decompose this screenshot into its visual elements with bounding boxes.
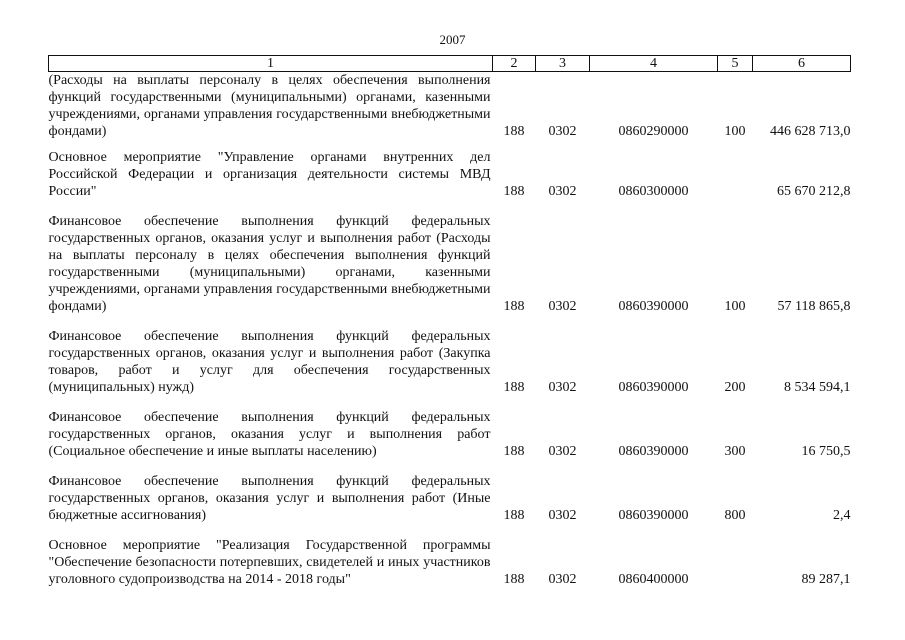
budget-table bbox=[48, 55, 851, 588]
row-section: 0302 bbox=[548, 380, 577, 395]
row-expense-type bbox=[718, 140, 753, 200]
row-expense-type: 800 bbox=[724, 508, 746, 523]
row-description: Финансовое обеспечение выполнения функций федеральных государственных органов, оказания услуг и выполнения работ (Закупка товаров, работ и услуг для обеспечения государственных (муниципальных) нужд) bbox=[48, 329, 491, 395]
row-description: Финансовое обеспечение выполнения функций федеральных государственных органов, оказания услуг и выполнения работ (Расходы на выплаты персоналу в целях обеспечения выполнения функций государственными (муниципальными) органами, казенными учреждениями, органами управления государственными внебюджетными фондами) bbox=[48, 214, 491, 314]
row-amount: 2,4 bbox=[833, 508, 851, 523]
row-expense-type: 100 bbox=[724, 299, 746, 314]
table-row bbox=[49, 72, 851, 141]
row-amount: 57 118 865,8 bbox=[777, 299, 851, 314]
row-ministry: 188 bbox=[503, 380, 525, 395]
row-ministry: 188 bbox=[503, 124, 525, 139]
row-ministry: 188 bbox=[503, 184, 525, 199]
table-row bbox=[49, 396, 851, 460]
row-amount: 16 750,5 bbox=[801, 444, 851, 459]
row-target: 0860390000 bbox=[618, 444, 689, 459]
row-ministry: 188 bbox=[503, 299, 525, 314]
header-col-5: 5 bbox=[718, 56, 753, 72]
row-description: (Расходы на выплаты персоналу в целях обеспечения выполнения функций государственными (муниципальными) органами, казенными учреждениями, органами управления государственными внебюджетными фондами) bbox=[48, 73, 491, 139]
row-target: 0860400000 bbox=[618, 572, 689, 587]
row-expense-type: 200 bbox=[724, 380, 746, 395]
row-expense-type bbox=[718, 524, 753, 588]
row-description: Основное мероприятие "Управление органами внутренних дел Российской Федерации и организация деятельности системы МВД России" bbox=[48, 150, 491, 199]
row-ministry: 188 bbox=[503, 572, 525, 587]
header-col-3: 3 bbox=[536, 56, 590, 72]
row-amount: 8 534 594,1 bbox=[784, 380, 851, 395]
row-section: 0302 bbox=[548, 299, 577, 314]
row-description: Финансовое обеспечение выполнения функций федеральных государственных органов, оказания услуг и выполнения работ (Социальное обеспечение и иные выплаты населению) bbox=[48, 410, 491, 459]
row-target: 0860390000 bbox=[618, 299, 689, 314]
header-col-4: 4 bbox=[590, 56, 718, 72]
row-amount: 89 287,1 bbox=[801, 572, 851, 587]
row-section: 0302 bbox=[548, 124, 577, 139]
page-number: 2007 bbox=[439, 32, 466, 47]
row-description: Основное мероприятие "Реализация Государственной программы "Обеспечение безопасности потерпевших, свидетелей и иных участников уголовного судопроизводства на 2014 - 2018 годы" bbox=[48, 538, 491, 587]
row-section: 0302 bbox=[548, 184, 577, 199]
row-section: 0302 bbox=[548, 508, 577, 523]
table-row bbox=[49, 460, 851, 524]
header-col-1: 1 bbox=[49, 56, 493, 72]
row-expense-type: 100 bbox=[724, 124, 746, 139]
table-row bbox=[49, 200, 851, 315]
table-row bbox=[49, 315, 851, 396]
row-ministry: 188 bbox=[503, 508, 525, 523]
header-col-2: 2 bbox=[493, 56, 536, 72]
row-description: Финансовое обеспечение выполнения функций федеральных государственных органов, оказания услуг и выполнения работ (Иные бюджетные ассигнования) bbox=[48, 474, 491, 523]
row-expense-type: 300 bbox=[724, 444, 746, 459]
row-ministry: 188 bbox=[503, 444, 525, 459]
header-col-6: 6 bbox=[753, 56, 851, 72]
table-row bbox=[49, 140, 851, 200]
row-section: 0302 bbox=[548, 572, 577, 587]
row-section: 0302 bbox=[548, 444, 577, 459]
row-target: 0860300000 bbox=[618, 184, 689, 199]
row-amount: 65 670 212,8 bbox=[777, 184, 851, 199]
header-row bbox=[49, 56, 851, 72]
table-row bbox=[49, 524, 851, 588]
row-target: 0860290000 bbox=[618, 124, 689, 139]
row-amount: 446 628 713,0 bbox=[770, 124, 851, 139]
row-target: 0860390000 bbox=[618, 508, 689, 523]
row-target: 0860390000 bbox=[618, 380, 689, 395]
